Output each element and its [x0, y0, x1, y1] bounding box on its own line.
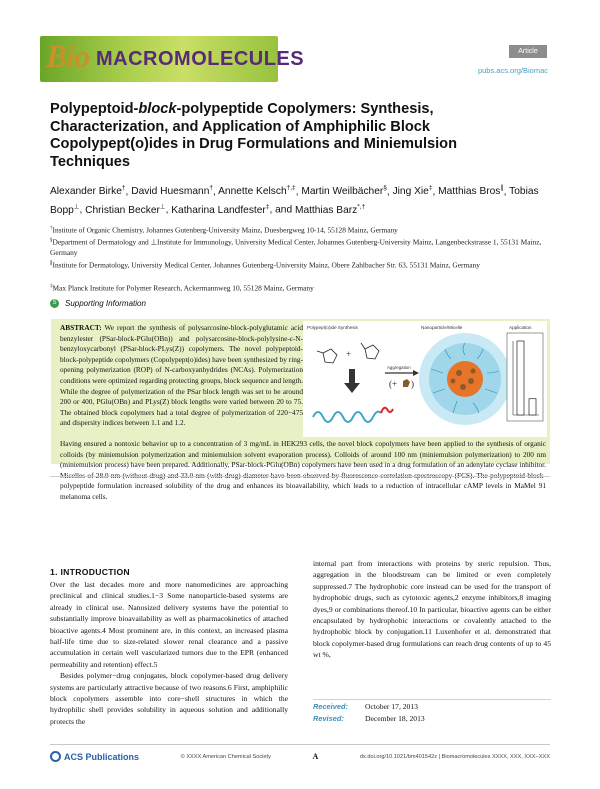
affiliation: ∥Institute for Dermatology, University Medical Center, Johannes Gutenberg-University Mainz, Obere Zahlbacher Str. 63, 55131 Mainz, Germany [50, 260, 480, 270]
toc-graphic-svg [303, 321, 547, 437]
affiliation: ‡Max Planck Institute for Polymer Research, Ackermannweg 10, 55128 Mainz, Germany [50, 283, 314, 293]
toc-label-application: Application [509, 325, 532, 330]
svg-text:+: + [346, 349, 352, 359]
toc-label-synthesis: Polypept(o)ide Synthesis [307, 325, 358, 330]
application-bar [529, 399, 536, 415]
affiliation: §Department of Dermatology and ⊥Institute for Immunology, University Medical Center, Johannes Gutenberg-University Mainz, Langenbeckstrasse 1, 55131 Mainz, Germany [50, 237, 542, 258]
toc-graphic [303, 321, 547, 437]
revised-label: Revised: [313, 714, 344, 723]
acs-icon [50, 751, 61, 762]
toc-label-aggregation: Aggregation [387, 365, 411, 370]
svg-text:): ) [411, 379, 414, 389]
author[interactable]: Alexander Birke† [50, 185, 126, 198]
nca-monomer-1 [317, 349, 337, 363]
section-divider [50, 476, 550, 477]
title-part-2: block [138, 101, 177, 117]
journal-logo [40, 36, 305, 82]
supporting-info-icon: S [50, 299, 59, 308]
author[interactable]: Jing Xie‡ [392, 185, 433, 198]
logo-prefix: Bio [46, 38, 90, 74]
application-chart [507, 333, 543, 421]
author[interactable]: Matthias Bros∥ [438, 185, 504, 198]
acs-publications-logo[interactable]: ACS Publications [50, 751, 139, 762]
supporting-info-link[interactable] [50, 299, 146, 308]
author[interactable]: Tobias Bopp⊥ [50, 186, 539, 216]
article-type-badge: Article [509, 45, 547, 58]
author[interactable]: Annette Kelsch†,‡ [218, 185, 296, 198]
title-part-3: -polypeptide Copolymers: Synthesis, Characterization, and Application of Amphiphilic Block Copolypept(o)ides in Drug Formulations and Miniemulsion Techniques [50, 101, 458, 170]
abstract-label: ABSTRACT: [60, 323, 102, 332]
affiliation: †Institute of Organic Chemistry, Johannes Gutenberg-University Mainz, Duesbergweg 10-14, 55128 Mainz, Germany [50, 225, 398, 235]
journal-url-link[interactable]: pubs.acs.org/Biomac [477, 66, 548, 75]
paper-title [50, 101, 520, 171]
intro-paragraph-1: Over the last decades more and more nanomedicines are approaching preclinical and clinical studies.1−3 Some nanoparticle-based systems are already in clinical use. Nanosized delivery systems have the potential to substantially improve bioavailability as well as pharmacokinetics of attached bioactive agents.4 Most prominent are, in this context, an increased plasma half-life time due to size-related slower renal clearance and a passive accumulation in certain well vascularized tumors due to the EPR (enhanced permeability and retention) effect.5 [50, 580, 288, 669]
author[interactable]: Matthias Barz*,† [294, 203, 366, 216]
abstract-body-left: We report the synthesis of polysarcosine-block-polyglutamic acid benzylester (PSar-block-PGlu(OBn)) and polysarcosine-block-polylysine-ε-N-benzyloxycarbonyl (PSar-block-PLys(Z)) copolymers. The novel polypeptoid-block-polypeptide copolymers (Copolypept(o)ides) have been synthesized by ring-opening polymerization (ROP) of N-carboxyanhydrides (NCAs). Polymerization conditions were optimized regarding protecting groups, block sequence and length. While the degree of polymerization of the PSar block length was set to be around 200 or 400, PGlu(OBn) and PLys(Z) block lengths were varied between 20 to 75. The obtained block copolymers had a total degree of polymerization of 220−475 and dispersity indices between 1.1 and 1.2. [60, 323, 303, 428]
application-bar [517, 341, 524, 415]
copyright: © XXXX American Chemical Society [180, 753, 271, 760]
page-footer [50, 744, 550, 762]
micelle-icon [419, 333, 511, 425]
intro-paragraph-2: Besides polymer−drug conjugates, block copolymer-based drug delivery systems are particularly attractive because of two reasons.6 First, amphiphilic block copolymers assemble into core−shell structures in which the hydrophilic shell provides solubility in aqueous solution and additionally protects the [50, 671, 288, 726]
author[interactable]: Martin Weilbächer§ [301, 185, 387, 198]
logo-main: MACROMOLECULES [96, 48, 305, 70]
toc-label-plus: (+ [389, 379, 398, 389]
intro-left-column [50, 579, 288, 727]
drug-molecule-icon [403, 379, 410, 387]
doi-citation[interactable]: dx.doi.org/10.1021/bm401542z | Biomacromolecules XXXX, XXX, XXX−XXX [359, 753, 550, 760]
author[interactable]: Christian Becker⊥ [85, 203, 166, 216]
title-part-1: Polypeptoid- [50, 101, 139, 117]
dates-divider [313, 699, 551, 700]
section-heading-introduction: 1. INTRODUCTION [50, 567, 130, 577]
received-date: October 17, 2013 [365, 702, 418, 711]
intro-right-column: internal part from interactions with proteins by steric repulsion. Thus, aggregation in the bloodstream can be limited or even completely suppressed.7 The hydrophobic core instead can be used for the transport of hydrophobic drugs, such as cytotoxic agents,2 enzyme inhibitors,8 imaging dyes,9 or combinations thereof.10 In particular, bioactive agents can be either encapsulated by hydrophobic interactions or covalently attached to the hydrophobic block by conjugation.11 Luxenhofer et al. demonstrated that block copolymer-based drug formulations can reach drug contents of up to 45 wt %, [313, 559, 551, 660]
author-list: Alexander Birke†, David Huesmann†, Annette Kelsch†,‡, Martin Weilbächer§, Jing Xie‡, Matthias Bros∥, Tobias Bopp⊥, Christian Becker⊥, Katharina Landfester‡, and Matthias Barz*,† [50, 185, 539, 216]
page-number: A [312, 752, 319, 761]
abstract-text-full: Having ensured a nontoxic behavior up to a concentration of 3 mg/mL in HEK293 cells, the novel block copolymers have been applied to the synthesis of organic colloids (by miniemulsion polymerization and miniemulsion solvent evaporation process). Colloids of around 100 nm (miniemulsion polymerization) to 200 nm (miniemulsion process) have been prepared. Additionally, PSar-block-PGlu(OBn) copolymers have been used in a drug formulation of an adenylate cyclase inhibitor. Micelles of 28.0 nm (without drug) and 33.0 nm (with drug) diameter have been observed by fluorescence correlation spectroscopy (FCS). The polypeptoid-block-polypeptide formulation increased solubility of the drug and enhances its bioavailability, which leads to a reduction of intracellular cAMP levels in MaMel 91 melanoma cells. [60, 439, 546, 501]
revised-date: December 18, 2013 [365, 714, 425, 723]
nca-monomer-2 [361, 343, 379, 359]
received-label: Received: [313, 702, 348, 711]
author[interactable]: David Huesmann† [131, 185, 213, 198]
down-arrow-icon [344, 369, 360, 393]
received-dates [313, 701, 425, 725]
supporting-info-label: Supporting Information [65, 299, 146, 308]
polymer-chain [313, 412, 381, 422]
author[interactable]: Katharina Landfester‡ [171, 203, 270, 216]
abstract-text-left [60, 323, 303, 429]
toc-label-micelle: Nanoparticle/Micelle [421, 325, 463, 330]
